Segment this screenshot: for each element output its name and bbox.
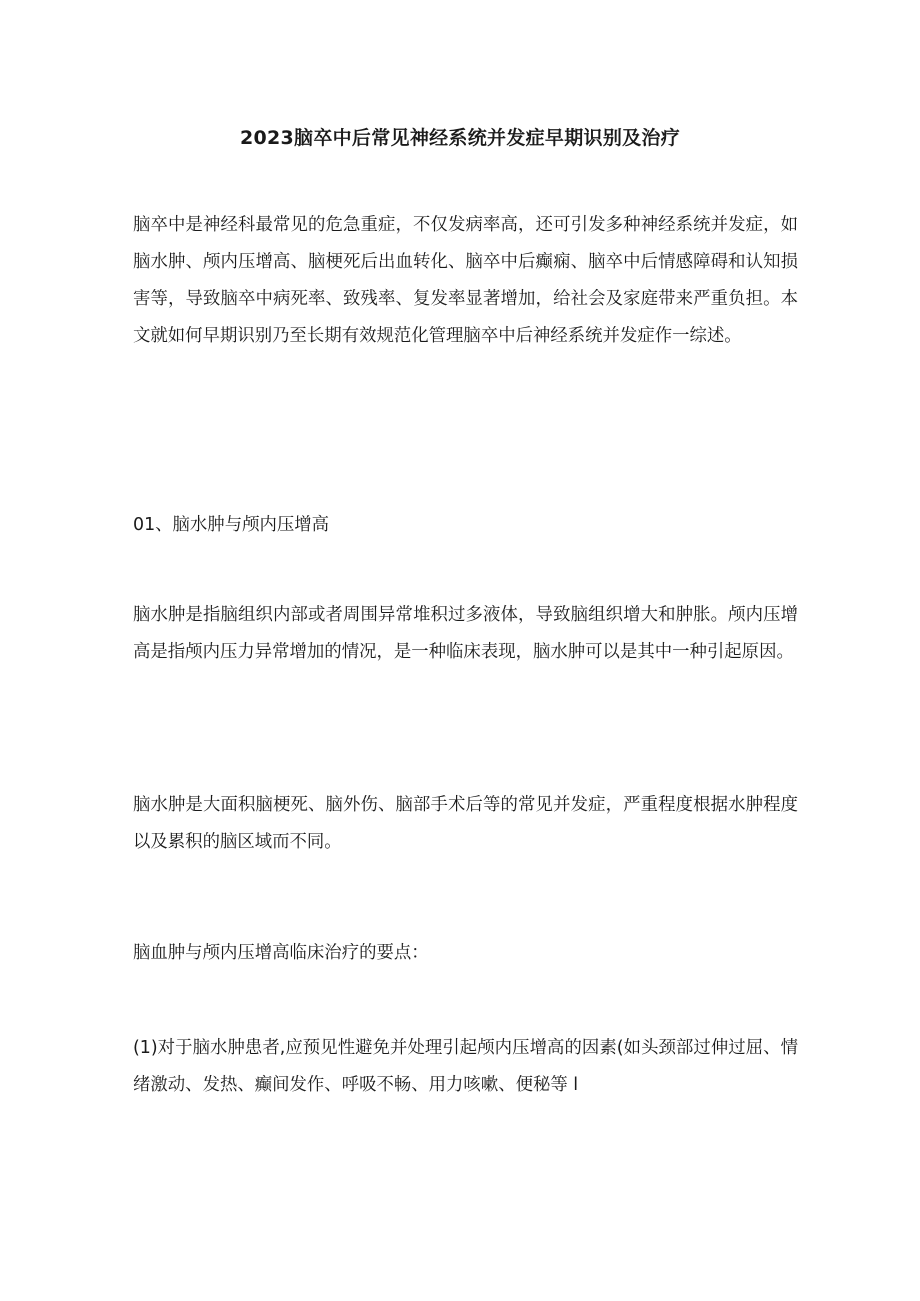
body-paragraph: 脑水肿是指脑组织内部或者周围异常堆积过多液体，导致脑组织增大和肿胀。颅内压增高是指颅内压力异常增加的情况，是一种临床表现，脑水肿可以是其中一种引起原因。 bbox=[133, 605, 798, 662]
list-item: (1)对于脑水肿患者,应预见性避免并处理引起颅内压增高的因素(如头颈部过伸过屈、情绪激动、发热、癫间发作、呼吸不畅、用力咳嗽、便秘等 l bbox=[133, 1038, 798, 1095]
body-paragraph: 脑水肿是大面积脑梗死、脑外伤、脑部手术后等的常见并发症，严重程度根据水肿程度以及累积的脑区域而不同。 bbox=[133, 795, 798, 852]
section-heading: 01、脑水肿与颅内压增高 bbox=[133, 515, 330, 535]
points-heading: 脑血肿与颅内压增高临床治疗的要点： bbox=[133, 943, 429, 963]
document-title: 2023脑卒中后常见神经系统并发症早期识别及治疗 bbox=[239, 127, 681, 149]
intro-paragraph: 脑卒中是神经科最常见的危急重症，不仅发病率高，还可引发多种神经系统并发症，如脑水肿、颅内压增高、脑梗死后出血转化、脑卒中后癫痫、脑卒中后情感障碍和认知损害等，导致脑卒中病死率、致残率、复发率显著增加，给社会及家庭带来严重负担。本文就如何早期识别乃至长期有效规范化管理脑卒中后神经系统并发症作一综述。 bbox=[133, 215, 798, 346]
